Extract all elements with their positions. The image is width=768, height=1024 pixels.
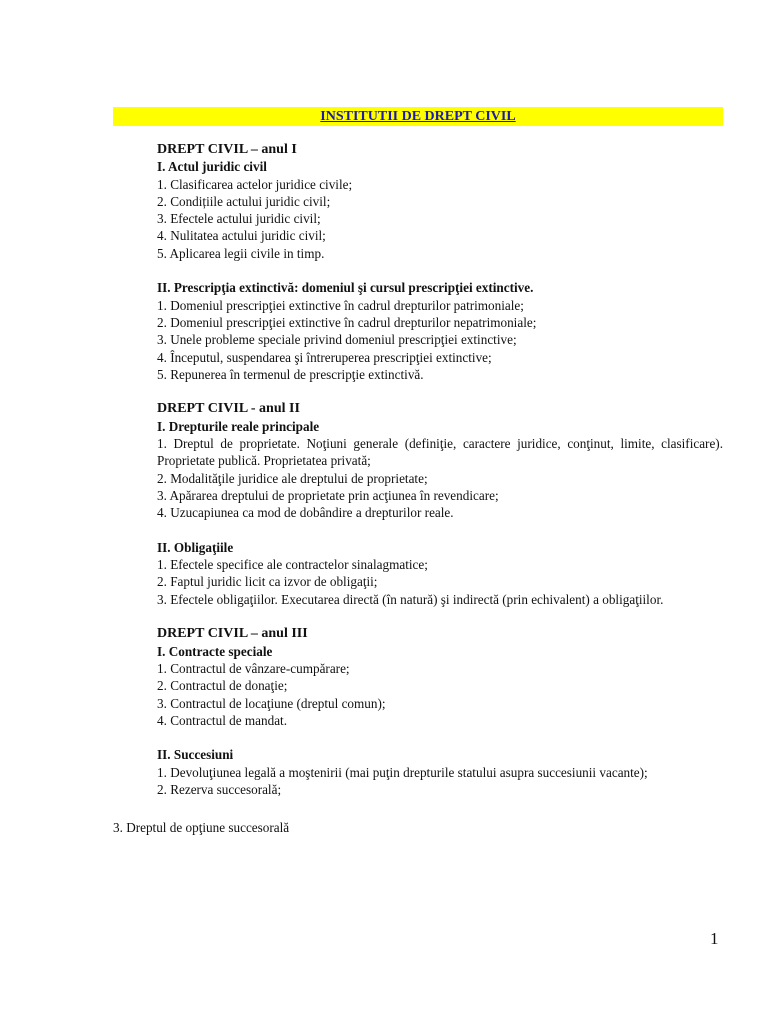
list-item: 1. Clasificarea actelor juridice civile; [157,176,353,192]
subsection [157,746,723,798]
list-item: 2. Rezerva succesorală; [157,781,282,797]
list-item: 1. Devoluţiunea legală a moştenirii (mai puţin drepturile statului asupra succesiunii vacante); [157,764,648,780]
section-heading: DREPT CIVIL – anul III [157,626,308,642]
list-item: 2. Faptul juridic licit ca izvor de obligaţii; [157,574,378,590]
list-item: 1. Domeniul prescripţiei extinctive în cadrul drepturilor patrimoniale; [157,297,524,313]
list-item: 2. Domeniul prescripţiei extinctive în cadrul drepturilor nepatrimoniale; [157,314,537,330]
document-title: INSTITUTII DE DREPT CIVIL [320,109,516,124]
list-item: 3. Efectele obligaţiilor. Executarea directă (în natură) şi indirectă (prin echivalent) a obligaţiilor. [157,591,664,607]
section-anul-3 [157,625,723,798]
subsection-title: I. Contracte speciale [157,643,273,659]
subsection [157,643,723,729]
outdented-list-item: 3. Dreptul de opţiune succesorală [113,820,290,835]
document-body [157,141,723,798]
section-anul-1 [157,141,723,383]
list-item: 3. Apărarea dreptului de proprietate prin acţiunea în revendicare; [157,487,499,503]
list-item: 1. Efectele specifice ale contractelor sinalagmatice; [157,557,428,573]
subsection [157,539,723,608]
subsection [157,158,723,262]
subsection-title: I. Actul juridic civil [157,159,267,175]
subsection [157,418,723,522]
page-number: 1 [710,929,719,948]
subsection [157,279,723,383]
list-item: 5. Aplicarea legii civile in timp. [157,245,325,261]
subsection-title: II. Succesiuni [157,747,234,763]
title-banner [113,107,723,126]
list-item: 2. Modalităţile juridice ale dreptului de proprietate; [157,470,428,486]
list-item: 3. Efectele actului juridic civil; [157,211,321,227]
list-item: 4. Contractul de mandat. [157,712,288,728]
subsection-title: II. Obligaţiile [157,539,234,555]
list-item: 2. Contractul de donaţie; [157,678,288,694]
list-item: 5. Repunerea în termenul de prescripţie extinctivă. [157,366,424,382]
subsection-title: II. Prescripţia extinctivă: domeniul şi cursul prescripţiei extinctive. [157,280,534,296]
subsection-title: I. Drepturile reale principale [157,418,320,434]
section-heading: DREPT CIVIL – anul I [157,142,297,157]
list-item: 1. Contractul de vânzare-cumpărare; [157,660,350,676]
section-heading: DREPT CIVIL - anul II [157,401,300,417]
section-anul-2 [157,400,723,608]
list-item: 3. Contractul de locaţiune (dreptul comun); [157,695,386,711]
list-item: 1. Dreptul de proprietate. Noţiuni generale (definiţie, caractere juridice, conţinut, limite, clasificare). Proprietate publică. Proprietatea privată; [157,436,723,469]
list-item: 4. Nulitatea actului juridic civil; [157,228,326,244]
list-item: 3. Unele probleme speciale privind domeniul prescripţiei extinctive; [157,332,517,348]
list-item: 2. Condițiile actului juridic civil; [157,193,331,209]
list-item: 4. Uzucapiunea ca mod de dobândire a drepturilor reale. [157,505,454,521]
list-item: 4. Începutul, suspendarea şi întreruperea prescripţiei extinctive; [157,349,492,365]
